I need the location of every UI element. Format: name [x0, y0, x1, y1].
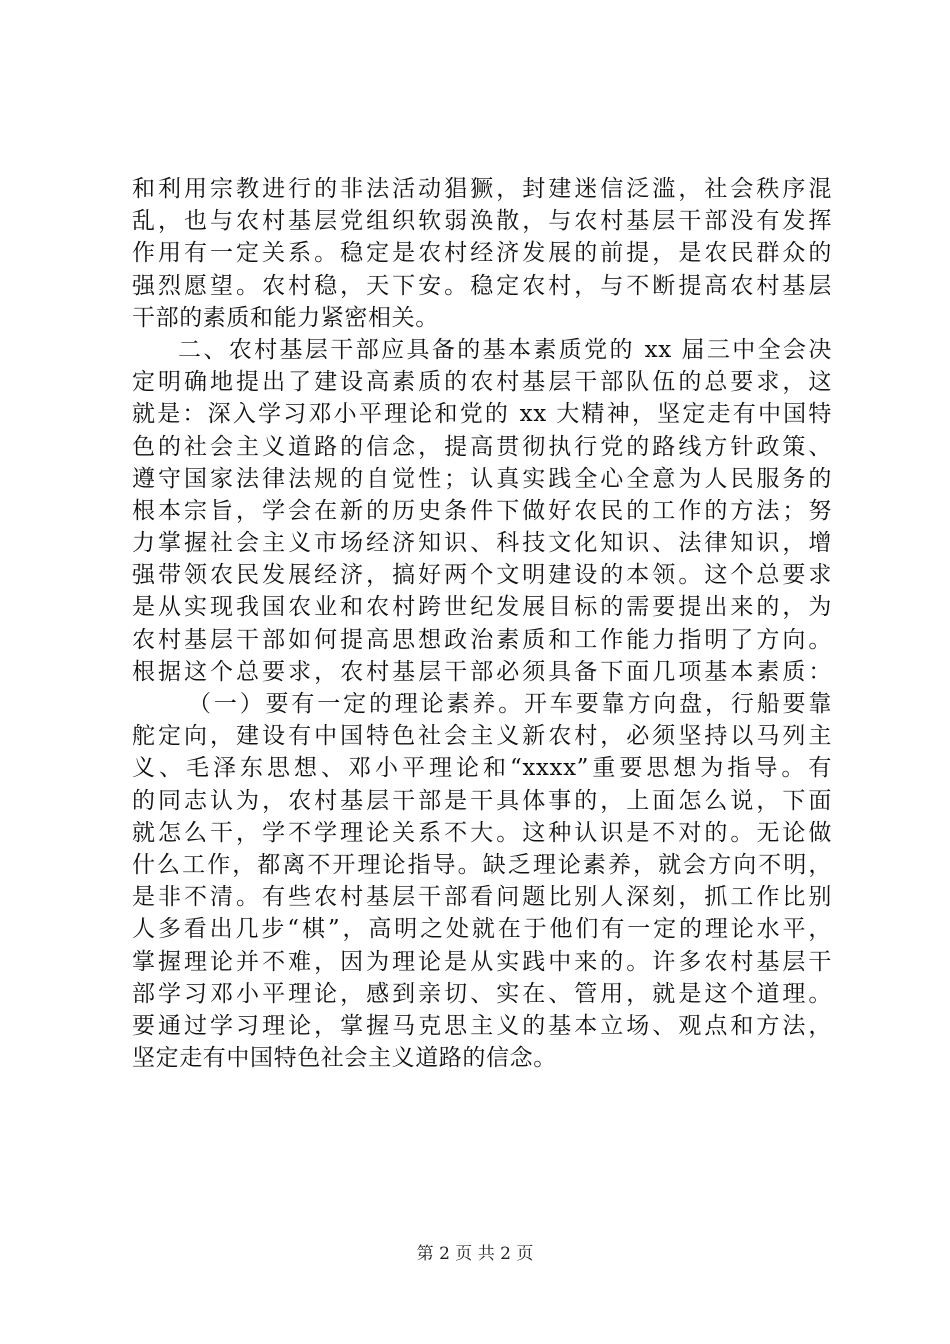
text-line: （一）要有一定的理论素养。开车要靠方向盘，行船要靠 [188, 691, 832, 717]
text-line: 遵守国家法律法规的自觉性；认真实践全心全意为人民服务的 [132, 465, 832, 492]
text-line: 舵定向，建设有中国特色社会主义新农村，必须坚持以马列主 [132, 723, 832, 750]
text-line: 强带领农民发展经济，搞好两个文明建设的本领。这个总要求 [132, 562, 832, 589]
text-line: 和利用宗教进行的非法活动猖獗，封建迷信泛滥，社会秩序混 [132, 176, 832, 202]
text-line: 义、毛泽东思想、邓小平理论和“xxxx”重要思想为指导。有 [132, 755, 832, 782]
text-line: 二、农村基层干部应具备的基本素质党的 xx 届三中全会决 [178, 336, 832, 363]
text-line: 力掌握社会主义市场经济知识、科技文化知识、法律知识，增 [132, 530, 832, 557]
document-body [132, 173, 832, 1074]
text-line: 干部的素质和能力紧密相关。 [132, 304, 439, 331]
text-line: 坚定走有中国特色社会主义道路的信念。 [132, 1045, 557, 1072]
text-line: 的同志认为，农村基层干部是干具体事的，上面怎么说，下面 [132, 787, 832, 814]
page-number-label: 第 2 页 共 2 页 [416, 1244, 534, 1264]
text-line: 色的社会主义道路的信念，提高贯彻执行党的路线方针政策、 [132, 433, 832, 460]
text-line: 根本宗旨，学会在新的历史条件下做好农民的工作的方法；努 [132, 497, 832, 524]
text-line: 根据这个总要求，农村基层干部必须具备下面几项基本素质： [132, 658, 832, 685]
text-line: 就是：深入学习邓小平理论和党的 xx 大精神，坚定走有中国特 [132, 401, 832, 428]
text-line: 农村基层干部如何提高思想政治素质和工作能力指明了方向。 [132, 626, 832, 653]
text-line: 定明确地提出了建设高素质的农村基层干部队伍的总要求，这 [132, 369, 832, 396]
page-footer [0, 1243, 950, 1265]
text-line: 就怎么干，学不学理论关系不大。这种认识是不对的。无论做 [132, 819, 832, 846]
text-line: 人多看出几步“棋”，高明之处就在于他们有一定的理论水平， [132, 916, 832, 943]
text-line: 是从实现我国农业和农村跨世纪发展目标的需要提出来的，为 [132, 594, 832, 621]
text-line: 强烈愿望。农村稳，天下安。稳定农村，与不断提高农村基层 [132, 272, 832, 299]
text-line: 要通过学习理论，掌握马克思主义的基本立场、观点和方法， [132, 1012, 832, 1039]
text-line: 掌握理论并不难，因为理论是从实践中来的。许多农村基层干 [132, 948, 832, 975]
text-line: 作用有一定关系。稳定是农村经济发展的前提，是农民群众的 [132, 240, 832, 267]
text-line: 部学习邓小平理论，感到亲切、实在、管用，就是这个道理。 [132, 980, 832, 1007]
text-line: 是非不清。有些农村基层干部看问题比别人深刻，抓工作比别 [132, 884, 832, 911]
text-line: 什么工作，都离不开理论指导。缺乏理论素养，就会方向不明， [132, 851, 832, 878]
text-line: 乱，也与农村基层党组织软弱涣散，与农村基层干部没有发挥 [132, 208, 832, 235]
